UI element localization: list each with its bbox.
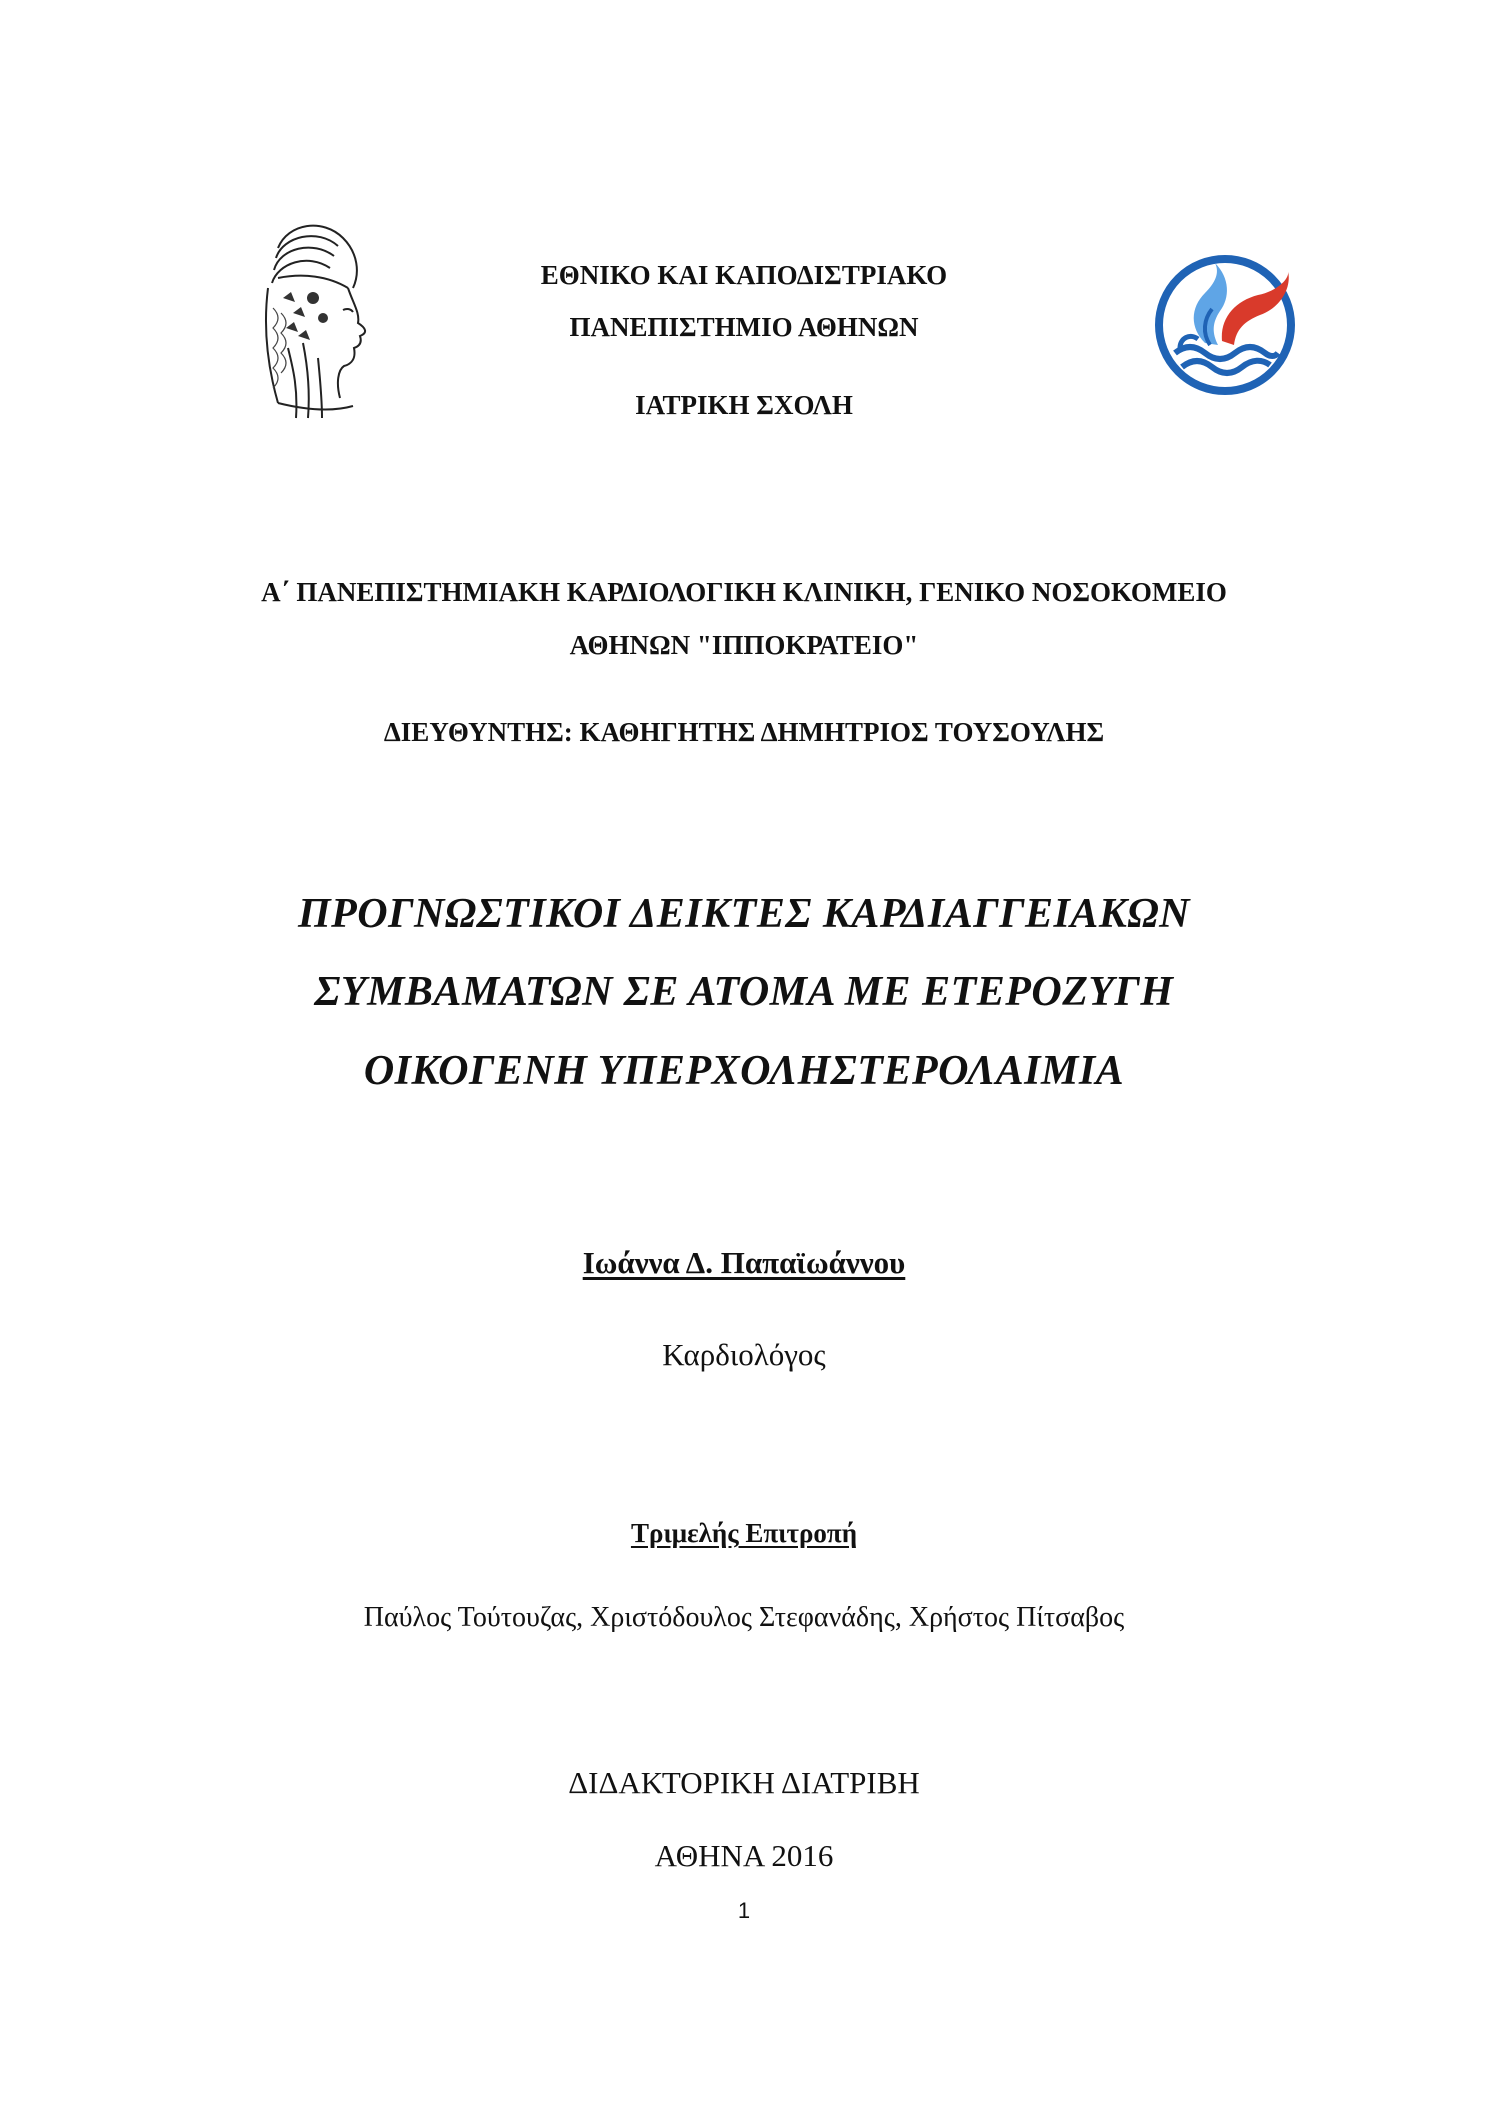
thesis-title-line1: ΠΡΟΓΝΩΣΤΙΚΟΙ ΔΕΙΚΤΕΣ ΚΑΡΔΙΑΓΓΕΙΑΚΩΝ — [297, 891, 1190, 937]
place-year: ΑΘΗΝΑ 2016 — [654, 1838, 834, 1873]
clinic-director: ΔΙΕΥΘΥΝΤΗΣ: ΚΑΘΗΓΗΤΗΣ ΔΗΜΗΤΡΙΟΣ ΤΟΥΣΟΥΛΗΣ — [383, 717, 1105, 747]
school-name: ΙΑΤΡΙΚΗ ΣΧΟΛΗ — [635, 390, 853, 420]
committee-members: Παύλος Τούτουζας, Χριστόδουλος Στεφανάδης, Χρήστος Πίτσαβος — [363, 1602, 1125, 1633]
thesis-title-line2: ΣΥΜΒΑΜΑΤΩΝ ΣΕ ΑΤΟΜΑ ΜΕ ΕΤΕΡΟΖΥΓΗ — [314, 969, 1174, 1015]
university-name-line2: ΠΑΝΕΠΙΣΤΗΜΙΟ ΑΘΗΝΩΝ — [569, 312, 919, 342]
author-name: Ιωάννα Δ. Παπαϊωάννου — [582, 1245, 906, 1280]
author-role: Καρδιολόγος — [662, 1337, 826, 1372]
clinic-line2: ΑΘΗΝΩΝ "ΙΠΠΟΚΡΑΤΕΙΟ" — [569, 630, 919, 660]
clinic-line1: Α΄ ΠΑΝΕΠΙΣΤΗΜΙΑΚΗ ΚΑΡΔΙΟΛΟΓΙΚΗ ΚΛΙΝΙΚΗ, ΓΕΝΙΚΟ ΝΟΣΟΚΟΜΕΙΟ — [261, 577, 1227, 607]
committee-heading: Τριμελής Επιτροπή — [630, 1518, 858, 1548]
page-number: 1 — [737, 1898, 751, 1923]
committee-heading-block — [0, 1518, 1488, 1549]
thesis-title-line3: ΟΙΚΟΓΕΝΗ ΥΠΕΡΧΟΛΗΣΤΕΡΟΛΑΙΜΙΑ — [363, 1048, 1125, 1094]
document-type: ΔΙΔΑΚΤΟΡΙΚΗ ΔΙΑΤΡΙΒΗ — [568, 1765, 920, 1800]
university-name-line1: ΕΘΝΙΚΟ ΚΑΙ ΚΑΠΟΔΙΣΤΡΙΑΚΟ — [540, 260, 948, 290]
author-block — [0, 1245, 1488, 1281]
